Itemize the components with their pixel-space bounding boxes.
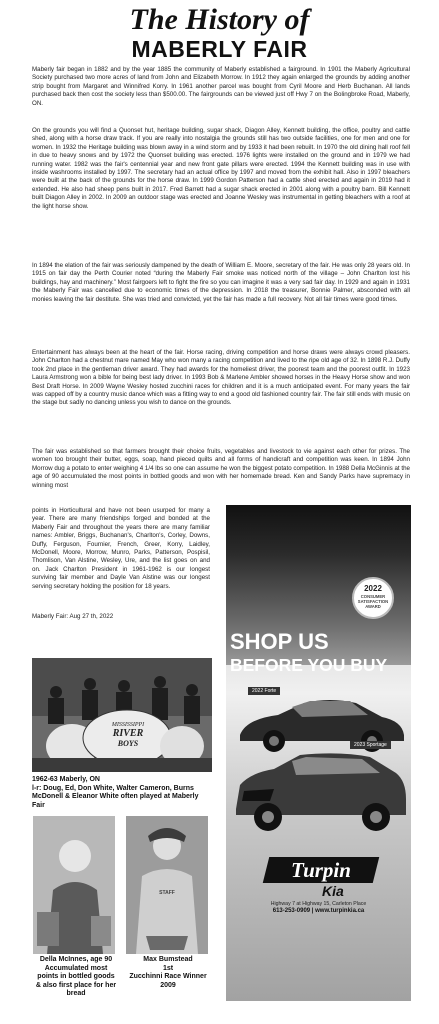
caption-line: Max Bumstead <box>143 956 193 963</box>
ad-headline-shop: SHOP US <box>230 629 329 654</box>
dealer-name: Turpin <box>291 858 351 882</box>
caption-line: 2009 <box>160 981 176 989</box>
paragraph-entertainment: Entertainment has always been at the heart of the fair. Horse racing, driving competition and horse draws were always crowd pleasers. John Charlton had a chestnut mare named May who won many a racing competition and lived to the ripe old age of 32. In 1898 R.J. Duffy took 2nd place in the gentleman driver award. They had awards for the homeliest driver, the poorest team and the poorest outfit. In 1923 Laura Armstrong won a bible for being best lady driver. In 1993 Bob & Marlene Ambler showed horses in the Heavy Horse show and won Best Draft Horse. In 2009 Wayne Wesley hosted zucchini races for children and it is a much anticipated event. For many years the fair was capped off by a country music dance which was a fitting way to end a good old fashioned country fair. The fair still ends with music on the stage but sadly no dancing unless you wish to dance on the grounds. <box>32 349 410 407</box>
award-line: SATISFACTION <box>357 599 389 604</box>
drum-text-river: RIVER <box>112 728 144 739</box>
award-line: AWARD <box>365 604 381 609</box>
caption-line: McDonell & Eleanor White often played at Maberly <box>32 793 199 801</box>
dealer-address: Highway 7 at Highway 15, Carleton Place <box>270 901 367 907</box>
award-line: CONSUMER <box>360 594 386 599</box>
della-photo-image <box>33 816 115 954</box>
ad-headline-before: BEFORE YOU BUY <box>230 655 388 675</box>
drum-text-boys: BOYS <box>117 739 139 748</box>
paragraph-friendships: points in Horticultural and have not been usurped for many a year. There are many friendships forged and bonded at the Maberly Fair and throughout the years there are many familiar names: Ambler, Briggs, Buchanan's, Charlton's, Corley, Downs, Duffy, Ferguson, Fournier, French, Greer, Korry, Laidley, McDonell, Moore, Morrow, Munro, Parks, Patterson, Pospisil, Thomlison, Van Alstine, Wesley, Ure, and the list goes on and on. Jack Charlton President in 1961-1962 is our longest surviving fair member and Dayle Van Alstine was our longest serving secretary holding the position for 18 years. <box>32 507 210 590</box>
della-caption <box>33 956 119 999</box>
caption-line: Accumulated most <box>44 964 108 972</box>
article-title: MABERLY FAIR <box>131 36 308 62</box>
caption-line: 1st <box>162 964 174 972</box>
caption-line: Fair <box>32 801 45 809</box>
turpin-kia-ad[interactable] <box>226 505 411 1001</box>
caption-line: bread <box>66 990 86 998</box>
drum-text-mississippi: MISSISSIPPI <box>111 722 145 728</box>
caption-line: l-r: Doug, Ed, Don White, Walter Cameron, Burns <box>32 784 194 792</box>
max-photo <box>126 816 208 954</box>
sportage-car-image <box>230 751 410 835</box>
brand-name: Kia <box>322 883 344 899</box>
car1-label: 2022 Forte <box>248 687 280 695</box>
caption-line: & also first place for her <box>35 981 117 989</box>
della-photo <box>33 816 115 954</box>
caption-line: Zucchinni Race Winner <box>129 973 207 981</box>
band-photo-image <box>32 658 212 772</box>
paragraph-history: Maberly fair began in 1882 and by the year 1885 the community of Maberly established a fairground. In 1901 the Maberly Agricultural Society purchased two more acres of land from John and Elizabeth Morrow. In 1912 they again enlarged the grounds by adding another strip bought from Margaret and Winnifred Korry. In 1961 another parcel was bought from Cyril Moore and Herb Buchanan. All lands purchased back then cost the society less than $500.00. The fairgrounds can be viewed just off Hwy 7 on the Bolingbroke Road, Maberly, ON. <box>32 66 410 107</box>
shirt-text: STAFF <box>159 890 175 896</box>
award-year: 2022 <box>364 584 382 593</box>
caption-line: Della McInnes, age 90 <box>39 956 113 963</box>
caption-line: 1962-63 Maberly, ON <box>32 776 100 783</box>
caption-line: points in bottled goods <box>37 973 115 981</box>
band-photo-caption <box>32 776 217 810</box>
max-photo-image <box>126 816 208 954</box>
max-caption <box>120 956 216 990</box>
consumer-award-badge <box>352 577 394 619</box>
dealer-contact[interactable]: 613-253-0909 | www.turpinkia.ca <box>272 908 365 914</box>
article-title-script: The History of <box>129 3 310 36</box>
paragraph-sad-times: In 1894 the elation of the fair was seriously dampened by the death of William E. Moore, secretary of the fair. He was only 28 years old. In 1915 on fair day the Perth Courier noted “during the Maberly Fair smoke was noticed north of the village – John Charlton lost his buildings, hay and machinery.” Most fairgoers left to fight the fire so you can imagine it was a very sad fair day. In 1929 and again in 1931 the Maberly Fair was cancelled due to economic times of the depression. In 2018 the treasurer, Bonnie Palmer, absconded with all monies leaving the fair destitute. She was tried and convicted, yet the fair has made a full recovery. Not all fair times were good times. <box>32 262 410 303</box>
paragraph-grounds: On the grounds you will find a Quonset hut, heritage building, sugar shack, Diagon Alley, Kennett building, the office, poultry and cattle shed, along with a horse draw track. If you are really into nostalgia the grounds still has two outside facilities, one for men and one for women. In 1932 the Heritage building was blown away in a wind storm and by 1933 it had been rebuilt. In 1970 the old dining hall roof fell in due to heavy snows and by 1972 the Quonset building was erected. 1976 lights were installed on the ground and in 1979 we had running water. 1982 was the fair's centennial year and new front gate pillars were erected. 1994 the Kennett building was in use with inside washrooms installed by 1997. The secretary had an actual office by 1997 and moved from the exhibit hall. Also in 1997 bleachers were built at the back of the grounds for the horse draw. In 1999 Gordon Patterson had a cattle shed erected and again in 2019 had it extended. He also had sheep pens built in 2017. Fred Barrett had a sugar shack erected in 2001 along with a poultry barn. Bill Kennett built Diagon Alley in 2002. In 2009 an outdoor stage was erected and Joanne Wesley was instrumental in getting bleachers with a roof at the light horse show. <box>32 127 410 210</box>
car2-label: 2023 Sportage <box>350 741 391 749</box>
paragraph-competitions: The fair was established so that farmers brought their choice fruits, vegetables and livestock to vie against each other for prizes. The women too brought their butter, eggs, soap, hand pieced quilts and all forms of handicraft and competition was keen. In 1894 John Morrow dug a potato to enter weighing 4 1/4 lbs so one can assume he won the biggest potato competition. In 1988 Della McGinnis at the age of 90 accumulated the most points in bottled goods and won with her homemade bread. Ken and Sandy Parks have supremacy in winning most <box>32 448 410 489</box>
band-photo <box>32 658 212 772</box>
fair-date: Maberly Fair: Aug 27 th, 2022 <box>32 613 114 620</box>
